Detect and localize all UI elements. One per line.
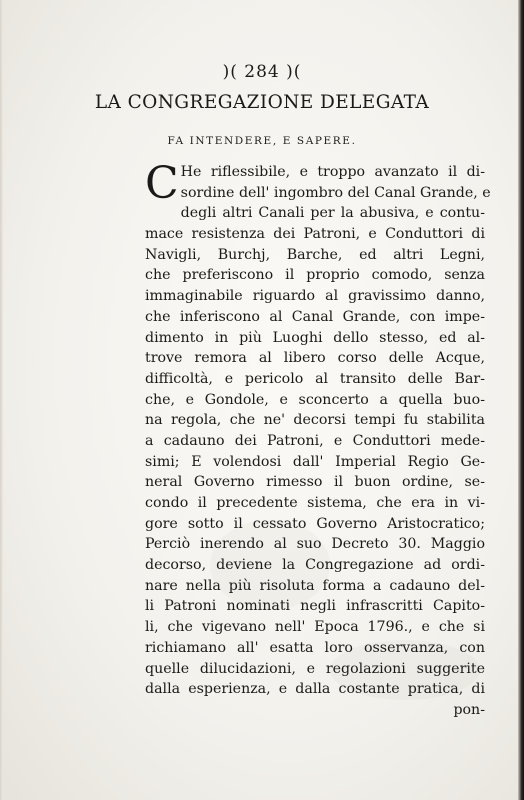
body-line: simi; E volendosi dall' Imperial Regio Ge- [145,453,485,470]
body-line: difficoltà, e pericolo al transito delle Bar- [145,370,485,387]
body-line: nare nella più risoluta forma a cadauno del- [145,577,485,594]
body-line: degli altri Canali per la abusiva, e contu- [180,205,485,222]
body-line: a cadauno dei Patroni, e Conduttori mede- [145,432,485,449]
body-line: richiamano all' esatta loro osservanza, con [145,639,485,656]
page-left-edge [0,0,3,800]
body-line: Perciò inerendo al suo Decreto 30. Maggio [145,536,485,553]
body-line: li Patroni nominati negli infrascritti Capito- [145,598,485,615]
page-title: LA CONGREGAZIONE DELEGATA [94,92,430,113]
drop-cap: C [145,158,179,209]
page-number: )( 284 )( [222,62,302,82]
body-line: neral Governo rimesso il buon ordine, se- [145,474,485,491]
body-line: che preferiscono il proprio comodo, senza [145,267,485,284]
body-line: dalla esperienza, e dalla costante pratica, di [145,681,485,698]
body-line: Navigli, Burchj, Barche, ed altri Legni, [145,246,485,263]
body-line: li, che vigevano nell' Epoca 1796., e che si [145,619,485,636]
body-line: na regola, che ne' decorsi tempi fu stabilita [145,412,485,429]
body-line: condo il precedente sistema, che era in vi- [145,495,485,511]
body-line: trove remora al libero corso delle Acque, [145,350,485,367]
page-subtitle: FA INTENDERE, E SAPERE. [167,135,357,147]
body-line: mace resistenza dei Patroni, e Conduttori di [145,226,485,243]
body-text [145,158,491,721]
body-line: che inferiscono al Canal Grande, con impe- [145,308,485,325]
body-line: quelle dilucidazioni, e regolazioni suggerite [145,660,485,677]
body-line: decorso, deviene la Congregazione ad ordi- [145,557,485,574]
page-right-edge [518,0,524,800]
catchword: pon- [453,701,485,718]
body-line: He riflessibile, e troppo avanzato il di- [180,164,485,180]
body-line: gore sotto il cessato Governo Aristocratico; [145,515,485,532]
body-line: che, e Gondole, e sconcerto a quella buo- [145,391,485,408]
body-line: dimento in più Luoghi dello stesso, ed al- [145,329,485,346]
body-line: immaginabile riguardo al gravissimo danno, [145,288,485,305]
body-line: sordine dell' ingombro del Canal Grande, e [180,184,491,201]
